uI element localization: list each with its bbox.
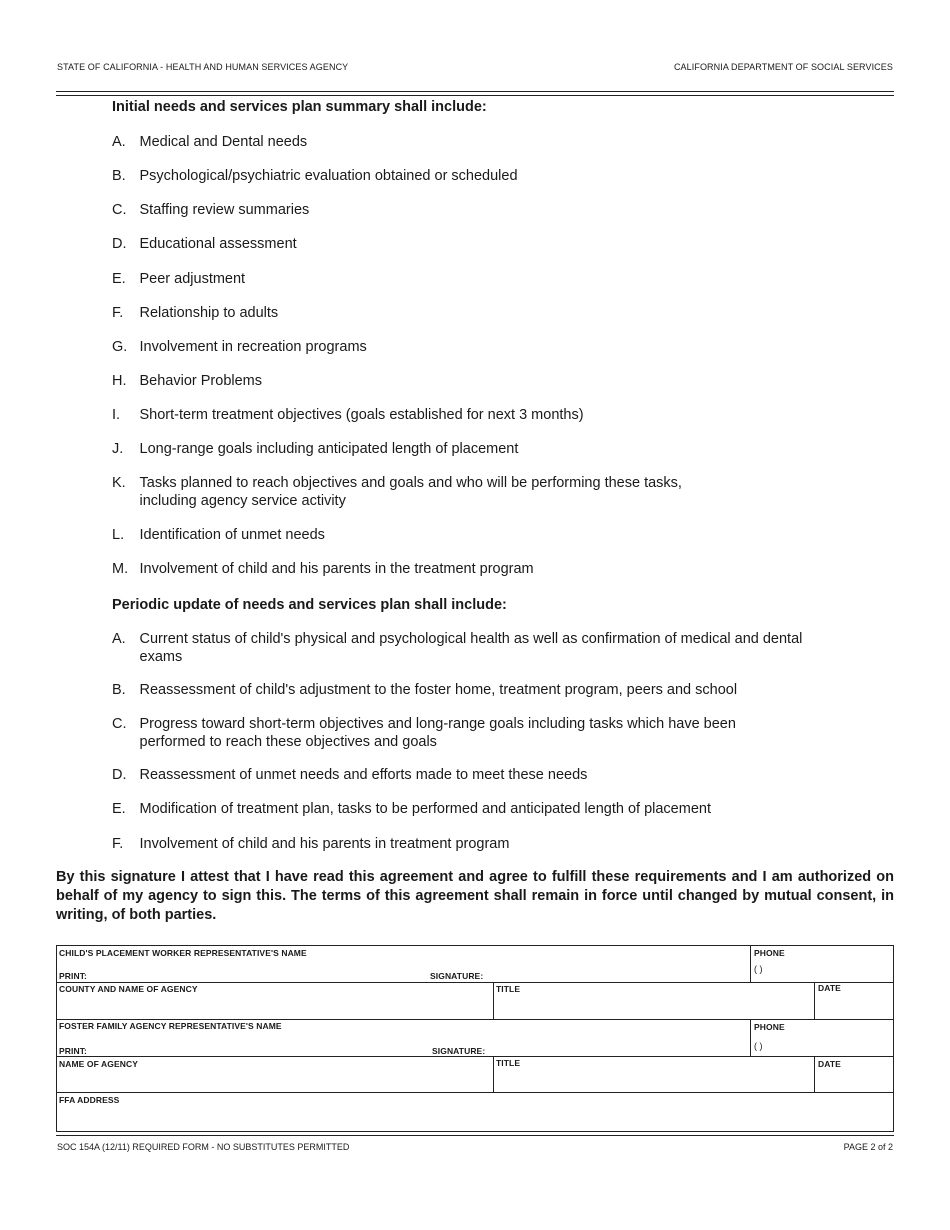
- list-item: [112, 560, 882, 578]
- list-item: [112, 270, 882, 288]
- list-item: [112, 715, 882, 751]
- list-item-letter: K.: [112, 475, 126, 491]
- list-item-letter: I.: [112, 407, 121, 423]
- list-item-text: Peer adjustment: [139, 271, 246, 287]
- list-item-text: Psychological/psychiatric evaluation obtained or scheduled: [139, 168, 518, 184]
- list-item-text-continued: performed to reach these objectives and goals: [139, 734, 437, 750]
- list-item-letter: A.: [112, 134, 126, 150]
- list-item-letter: B.: [112, 682, 126, 698]
- periodic-update-heading: Periodic update of needs and services plan shall include:: [112, 597, 507, 613]
- list-item-text: Relationship to adults: [139, 305, 279, 321]
- list-item-letter: E.: [112, 271, 126, 287]
- form-column-divider: [493, 1056, 494, 1092]
- list-item-text: Reassessment of unmet needs and efforts made to meet these needs: [139, 767, 588, 783]
- agency-header-right: CALIFORNIA DEPARTMENT OF SOCIAL SERVICES: [673, 62, 893, 72]
- cpw-phone-field[interactable]: PHONE: [754, 948, 785, 958]
- list-item-letter: C.: [112, 716, 127, 732]
- list-item-text: Staffing review summaries: [139, 202, 310, 218]
- header-divider: [56, 95, 894, 96]
- attestation-statement: By this signature I attest that I have read this agreement and agree to fulfill these requirements and I am authorized on behalf of my agency to sign this. The terms of this agreement shall remain in force until changed by mutual consent, in writing, of both parties.: [56, 869, 894, 923]
- cpw-date-field[interactable]: DATE: [818, 983, 841, 993]
- agency-name-field[interactable]: NAME OF AGENCY: [59, 1059, 139, 1069]
- signature-form: [56, 945, 894, 1132]
- list-item-text: Reassessment of child's adjustment to the foster home, treatment program, peers and school: [139, 682, 738, 698]
- list-item-text: Identification of unmet needs: [139, 527, 325, 543]
- list-item: [112, 474, 882, 510]
- list-item-letter: F.: [112, 305, 124, 321]
- form-column-divider: [493, 982, 494, 1019]
- list-item: [112, 304, 882, 322]
- form-row-divider: [57, 1019, 893, 1020]
- ffa-phone-field[interactable]: PHONE: [754, 1022, 785, 1032]
- ffa-print-label: PRINT:: [59, 1046, 87, 1056]
- list-item-text: Progress toward short-term objectives and long-range goals including tasks which have been: [139, 716, 736, 732]
- list-item-letter: M.: [112, 561, 129, 577]
- header-divider: [56, 91, 894, 92]
- initial-plan-heading: Initial needs and services plan summary shall include:: [112, 99, 487, 115]
- list-item: [112, 167, 882, 185]
- form-column-divider: [750, 1019, 751, 1056]
- list-item: [112, 526, 882, 544]
- list-item-text: Current status of child's physical and psychological health as well as confirmation of medical and dental: [139, 631, 803, 647]
- list-item: [112, 630, 882, 666]
- list-item-letter: A.: [112, 631, 126, 647]
- page-number: PAGE 2 of 2: [843, 1142, 893, 1152]
- cpw-title-field[interactable]: TITLE: [496, 984, 521, 994]
- form-column-divider: [814, 1056, 815, 1092]
- ffa-address-field[interactable]: FFA ADDRESS: [59, 1095, 120, 1105]
- form-row-divider: [57, 982, 893, 983]
- form-column-divider: [750, 946, 751, 982]
- list-item-text: Behavior Problems: [139, 373, 262, 389]
- cpw-phone-area-code: ( ): [754, 964, 763, 974]
- list-item: [112, 681, 882, 699]
- list-item-text: Involvement of child and his parents in the treatment program: [139, 561, 534, 577]
- list-item-letter: J.: [112, 441, 124, 457]
- agency-header-left: STATE OF CALIFORNIA - HEALTH AND HUMAN SERVICES AGENCY: [57, 62, 349, 72]
- cpw-signature-field[interactable]: SIGNATURE:: [430, 971, 484, 981]
- ffa-rep-name-field[interactable]: FOSTER FAMILY AGENCY REPRESENTATIVE'S NAME: [59, 1021, 282, 1031]
- cpw-name-field[interactable]: CHILD'S PLACEMENT WORKER REPRESENTATIVE'S NAME: [59, 948, 307, 958]
- ffa-phone-area-code: ( ): [754, 1041, 763, 1051]
- list-item: [112, 406, 882, 424]
- list-item: [112, 372, 882, 390]
- form-row-divider: [57, 1092, 893, 1093]
- list-item-text: Modification of treatment plan, tasks to be performed and anticipated length of placement: [139, 801, 711, 817]
- list-item-letter: E.: [112, 801, 126, 817]
- cpw-print-label: PRINT:: [59, 971, 87, 981]
- list-item: [112, 835, 882, 853]
- list-item-letter: L.: [112, 527, 125, 543]
- list-item-text: Involvement in recreation programs: [139, 339, 367, 355]
- list-item-letter: G.: [112, 339, 128, 355]
- list-item-letter: F.: [112, 836, 124, 852]
- list-item-text-continued: exams: [139, 649, 183, 665]
- list-item: [112, 766, 882, 784]
- list-item: [112, 133, 882, 151]
- list-item-letter: D.: [112, 236, 127, 252]
- list-item: [112, 201, 882, 219]
- county-agency-field[interactable]: COUNTY AND NAME OF AGENCY: [59, 984, 198, 994]
- ffa-date-field[interactable]: DATE: [818, 1059, 841, 1069]
- list-item: [112, 235, 882, 253]
- list-item-text: Tasks planned to reach objectives and goals and who will be performing these tasks,: [139, 475, 682, 491]
- list-item: [112, 800, 882, 818]
- list-item-letter: C.: [112, 202, 127, 218]
- list-item-text-continued: including agency service activity: [139, 493, 346, 509]
- form-bottom-rule: [56, 1135, 894, 1136]
- ffa-signature-field[interactable]: SIGNATURE:: [432, 1046, 486, 1056]
- list-item-text: Medical and Dental needs: [139, 134, 308, 150]
- list-item-letter: B.: [112, 168, 126, 184]
- list-item-text: Long-range goals including anticipated length of placement: [139, 441, 519, 457]
- list-item: [112, 338, 882, 356]
- form-id: SOC 154A (12/11) REQUIRED FORM - NO SUBSTITUTES PERMITTED: [57, 1142, 350, 1152]
- list-item-letter: H.: [112, 373, 127, 389]
- list-item-text: Involvement of child and his parents in treatment program: [139, 836, 510, 852]
- list-item: [112, 440, 882, 458]
- form-column-divider: [814, 982, 815, 1019]
- list-item-letter: D.: [112, 767, 127, 783]
- list-item-text: Educational assessment: [139, 236, 297, 252]
- list-item-text: Short-term treatment objectives (goals established for next 3 months): [139, 407, 584, 423]
- ffa-title-field[interactable]: TITLE: [496, 1058, 521, 1068]
- form-row-divider: [57, 1056, 893, 1057]
